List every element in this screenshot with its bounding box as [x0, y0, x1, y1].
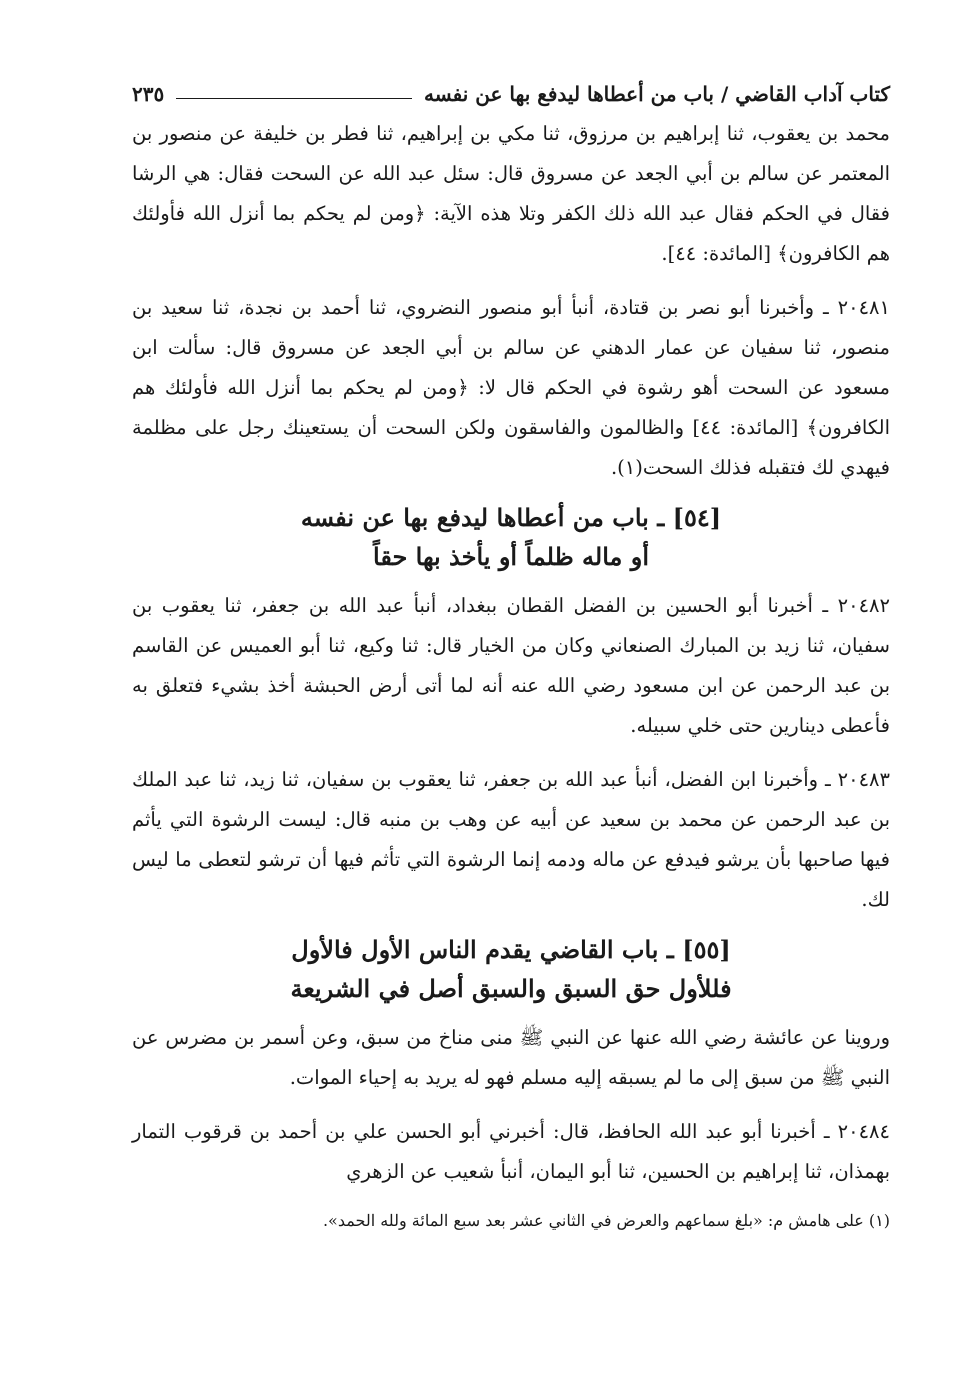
paragraph-hadith-20481: ٢٠٤٨١ ـ وأخبرنا أبو نصر بن قتادة، أنبأ أبو منصور النضروي، ثنا أحمد بن نجدة، ثنا سعيد بن منصور، ثنا سفيان عن عمار الدهني عن سالم بن أبي الجعد عن مسروق قال: سألت ابن مسعود عن السحت أهو رشوة في الحكم قال لا: ﴿ومن لم يحكم بما أنزل الله فأولئك هم الكافرون﴾ [المائدة: ٤٤] والظالمون والفاسقون ولكن السحت أن يستعينك رجل على مظلمة فيهدي لك فتقبله فذلك السحت(١).: [132, 296, 890, 479]
chapter-55-heading: [132, 920, 890, 1018]
running-title: كتاب آداب القاضي / باب من أعطاها ليدفع بها عن نفسه: [424, 82, 890, 106]
paragraph-narration-aisha: وروينا عن عائشة رضي الله عنها عن النبي ﷺ منى مناخ من سبق، وعن أسمر بن مضرس عن النبي ﷺ من سبق إلى ما لم يسبقه إليه مسلم فهو له يريد به إحياء الموات.: [132, 1026, 890, 1089]
footnote-1: (١) على هامش م: «بلغ سماعهم والعرض في الثاني عشر بعد سبع المائة ولله الحمد».: [322, 1211, 890, 1230]
header-rule: [176, 98, 412, 99]
paragraph-hadith-20483: ٢٠٤٨٣ ـ وأخبرنا ابن الفضل، أنبأ عبد الله بن جعفر، ثنا يعقوب بن سفيان، ثنا زيد، ثنا عبد الملك بن عبد الرحمن عن محمد بن سعيد عن أبيه عن وهب بن منبه قال: ليست الرشوة التي يأثم فيها صاحبها بأن يرشو فيدفع عن ماله ودمه إنما الرشوة التي تأثم فيها أن ترشو لتعطى ما ليس لك.: [132, 768, 890, 911]
chapter-54-title: [٥٤] ـ باب من أعطاها ليدفع بها عن نفسه: [300, 503, 722, 532]
chapter-55-subtitle: فللأول حق السبق والسبق أصل في الشريعة: [290, 974, 732, 1003]
paragraph-hadith-20482: ٢٠٤٨٢ ـ أخبرنا أبو الحسين بن الفضل القطان ببغداد، أنبأ عبد الله بن جعفر، ثنا يعقوب بن سفيان، ثنا زيد بن المبارك الصنعاني وكان من الخيار قال: ثنا وكيع، ثنا أبو العميس عن القاسم بن عبد الرحمن عن ابن مسعود رضي الله عنه أنه لما أتى أرض الحبشة أخذ بشيء فتعلق به فأعطى دينارين حتى خلي سبيله.: [132, 594, 890, 737]
page-number: ٢٣٥: [132, 82, 165, 106]
book-page: [132, 68, 890, 1236]
chapter-54-subtitle: أو ماله ظلماً أو يأخذ بها حقاً: [373, 542, 649, 571]
chapter-54-heading: [132, 488, 890, 586]
paragraph-hadith-20484: ٢٠٤٨٤ ـ أخبرنا أبو عبد الله الحافظ، قال: أخبرني أبو الحسن علي بن أحمد بن قرقوب التمار بهمذان، ثنا إبراهيم بن الحسين، ثنا أبو اليمان، أنبأ شعيب عن الزهري: [132, 1120, 890, 1183]
page-header: [132, 68, 890, 106]
paragraph-continued: محمد بن يعقوب، ثنا إبراهيم بن مرزوق، ثنا مكي بن إبراهيم، ثنا فطر بن خليفة عن منصور بن المعتمر عن سالم بن أبي الجعد عن مسروق قال: سئل عبد الله عن السحت فقال: هي الرشا فقال في الحكم فقال عبد الله ذلك الكفر وتلا هذه الآية: ﴿ومن لم يحكم بما أنزل الله فأولئك هم الكافرون﴾ [المائدة: ٤٤].: [132, 122, 890, 265]
chapter-55-title: [٥٥] ـ باب القاضي يقدم الناس الأول فالأول: [291, 935, 731, 964]
